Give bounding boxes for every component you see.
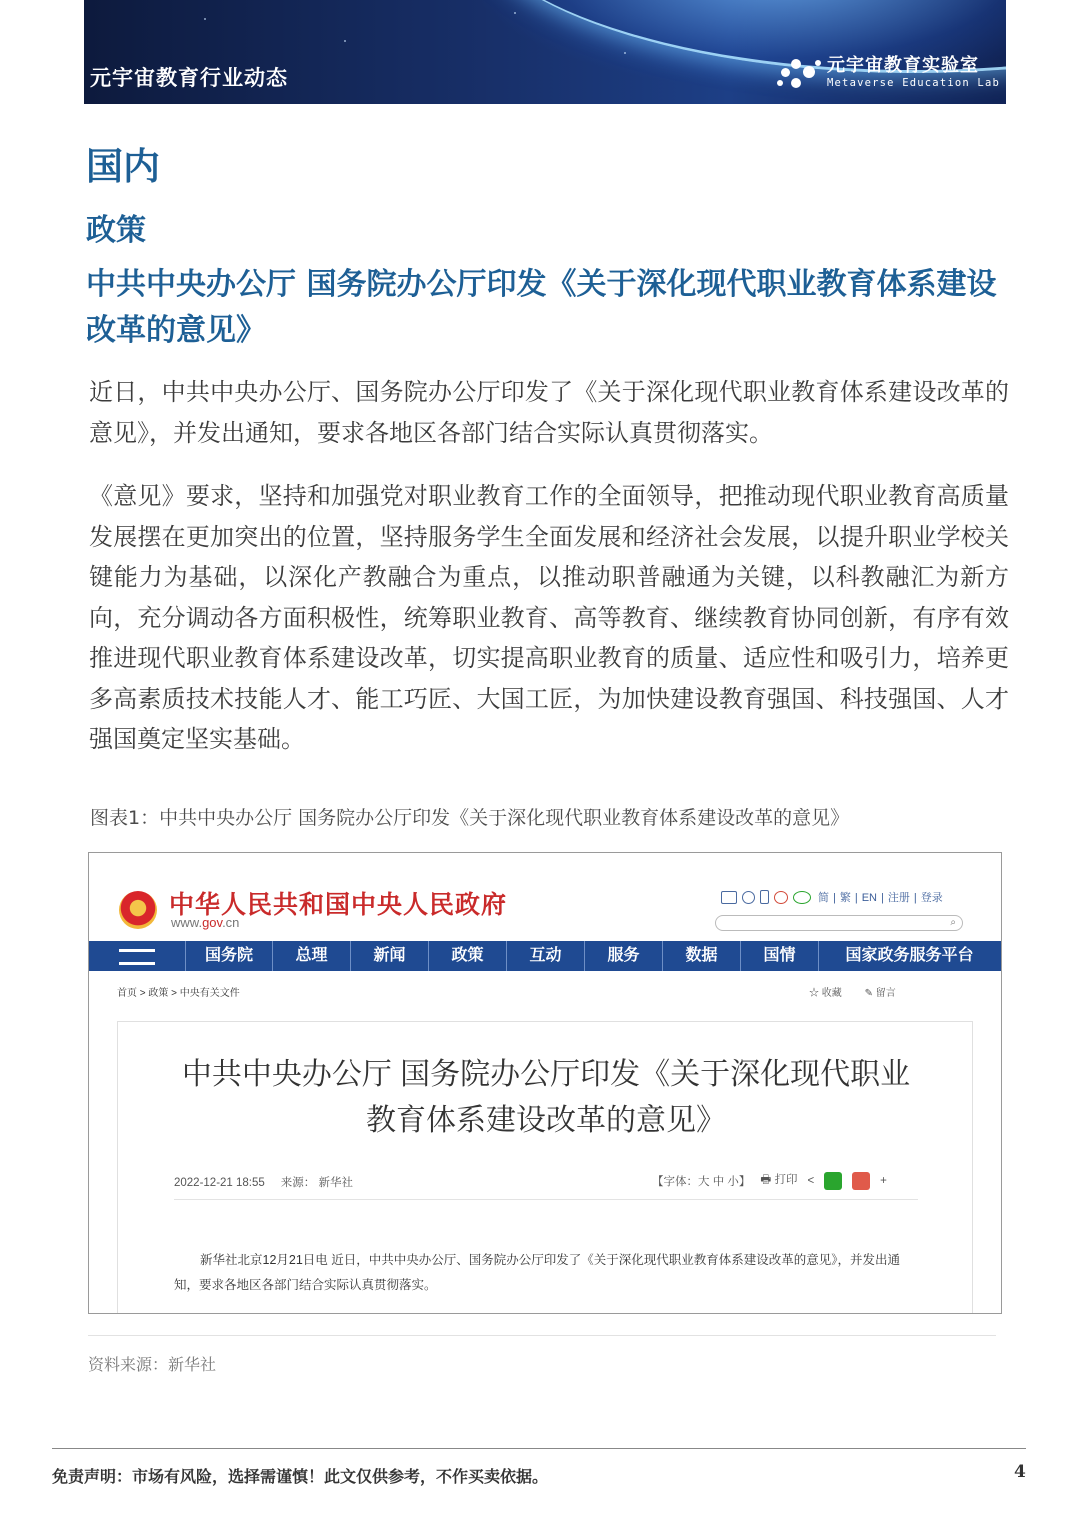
nav-national-info[interactable]: 国情 bbox=[741, 941, 819, 971]
comment-button[interactable]: ✎ 留言 bbox=[864, 988, 896, 999]
nav-news[interactable]: 新闻 bbox=[351, 941, 429, 971]
nav-gov-service-platform[interactable]: 国家政务服务平台 bbox=[845, 947, 974, 964]
nav-policy[interactable]: 政策 bbox=[429, 941, 507, 971]
favorite-button[interactable]: ☆ 收藏 bbox=[809, 988, 842, 999]
gov-site-title: 中华人民共和国中央人民政府 bbox=[169, 891, 508, 919]
link-login[interactable]: 登录 bbox=[920, 892, 943, 904]
link-english[interactable]: EN bbox=[861, 892, 877, 904]
main-nav bbox=[89, 941, 1001, 971]
link-simplified[interactable]: 简 bbox=[818, 892, 829, 904]
nav-data[interactable]: 数据 bbox=[663, 941, 741, 971]
separator: | bbox=[881, 892, 884, 904]
search-input[interactable] bbox=[715, 915, 963, 931]
printer-icon: 🖶 bbox=[760, 1174, 772, 1186]
paragraph-requirements: 《意见》要求，坚持和加强党对职业教育工作的全面领导，把推动现代职业教育高质量发展摆在更加突出的位置，坚持服务学生全面发展和经济社会发展，以提升职业学校关键能力为基础，以深化产教融合为重点，以推动职普融通为关键，以科教融汇为新方向，充分调动各方面积极性，统筹职业教育、高等教育、继续教育协同创新，有序有效推进现代职业教育体系建设改革，切实提高职业教育的质量、适应性和吸引力，培养更多高素质技术技能人才、能工巧匠、大国工匠，为加快建设教育强国、科技强国、人才强国奠定坚实基础。 bbox=[89, 482, 1009, 753]
source-label: 来源： bbox=[280, 1177, 316, 1189]
brand-name-cn: 元宇宙教育实验室 bbox=[827, 55, 979, 77]
article-panel bbox=[117, 1021, 973, 1314]
wechat-share-icon[interactable] bbox=[824, 1172, 842, 1190]
source-name: 新华社 bbox=[318, 1177, 353, 1189]
separator: | bbox=[833, 892, 836, 904]
weibo-share-icon[interactable] bbox=[852, 1172, 870, 1190]
source-note: 资料来源：新华社 bbox=[88, 1355, 217, 1374]
star bbox=[514, 12, 516, 14]
article-title: 中共中央办公厅 国务院办公厅印发《关于深化现代职业教育体系建设改革的意见》 bbox=[86, 267, 997, 348]
disclaimer: 免责声明：市场有风险，选择需谨慎！此文仅供参考，不作买卖依据。 bbox=[52, 1467, 549, 1486]
subsection-heading: 政策 bbox=[86, 213, 146, 248]
screenshot-article-body: 新华社北京12月21日电 近日，中共中央办公厅、国务院办公厅印发了《关于深化现代职业教育体系建设改革的意见》，并发出通知，要求各地区各部门结合实际认真贯彻落实。 bbox=[174, 1253, 901, 1292]
globe-icon[interactable] bbox=[742, 891, 755, 904]
screenshot-article-title: 中共中央办公厅 国务院办公厅印发《关于深化现代职业教育体系建设改革的意见》 bbox=[181, 1058, 911, 1137]
footer-divider bbox=[52, 1448, 1026, 1449]
link-traditional[interactable]: 繁 bbox=[839, 892, 851, 904]
section-heading: 国内 bbox=[86, 145, 160, 188]
weibo-icon[interactable] bbox=[774, 891, 788, 904]
top-toolbar bbox=[721, 889, 945, 905]
top-links bbox=[816, 889, 945, 905]
header-banner bbox=[84, 0, 1006, 104]
paragraph-intro: 近日，中共中央办公厅、国务院办公厅印发了《关于深化现代职业教育体系建设改革的意见》，并发出通知，要求各地区各部门结合实际认真贯彻落实。 bbox=[89, 378, 1009, 447]
page-number: 4 bbox=[1014, 1462, 1026, 1482]
more-share-icon[interactable]: + bbox=[880, 1175, 887, 1187]
separator: | bbox=[913, 892, 917, 904]
publish-date: 2022-12-21 18:55 bbox=[174, 1177, 265, 1189]
star bbox=[204, 18, 206, 20]
gov-site-url: www.gov.cn bbox=[171, 915, 240, 930]
share-icon[interactable]: < bbox=[807, 1175, 815, 1187]
banner-title: 元宇宙教育行业动态 bbox=[90, 65, 288, 90]
link-register[interactable]: 注册 bbox=[887, 892, 910, 904]
nav-guowuyuan[interactable]: 国务院 bbox=[186, 941, 273, 971]
brand-logo-icon bbox=[777, 56, 823, 90]
search-icon[interactable]: ⌕ bbox=[950, 917, 956, 928]
font-size-switcher[interactable]: 【字体：大 中 小】 bbox=[652, 1176, 751, 1188]
home-tiananmen-icon[interactable] bbox=[89, 941, 186, 971]
divider bbox=[174, 1199, 918, 1200]
article-actions bbox=[652, 1171, 887, 1191]
separator: | bbox=[854, 892, 858, 904]
breadcrumb[interactable]: 首页 > 政策 > 中央有关文件 bbox=[117, 988, 240, 999]
wechat-icon[interactable] bbox=[793, 891, 811, 904]
nav-services[interactable]: 服务 bbox=[585, 941, 663, 971]
print-button[interactable]: 🖶 打印 bbox=[760, 1174, 798, 1186]
figure-caption: 图表1：中共中央办公厅 国务院办公厅印发《关于深化现代职业教育体系建设改革的意见》 bbox=[90, 807, 850, 829]
article-tools bbox=[789, 984, 896, 999]
brand bbox=[777, 56, 1000, 90]
star bbox=[624, 52, 626, 54]
gov-website-screenshot bbox=[88, 852, 1002, 1314]
nav-premier[interactable]: 总理 bbox=[273, 941, 351, 971]
brand-name-en: Metaverse Education Lab bbox=[827, 77, 1000, 90]
mobile-icon[interactable] bbox=[760, 890, 769, 904]
mail-icon[interactable] bbox=[721, 891, 737, 904]
nav-interaction[interactable]: 互动 bbox=[507, 941, 585, 971]
divider bbox=[88, 1335, 996, 1336]
article-meta bbox=[174, 1174, 353, 1190]
star bbox=[344, 40, 346, 42]
national-emblem-icon bbox=[119, 891, 157, 929]
